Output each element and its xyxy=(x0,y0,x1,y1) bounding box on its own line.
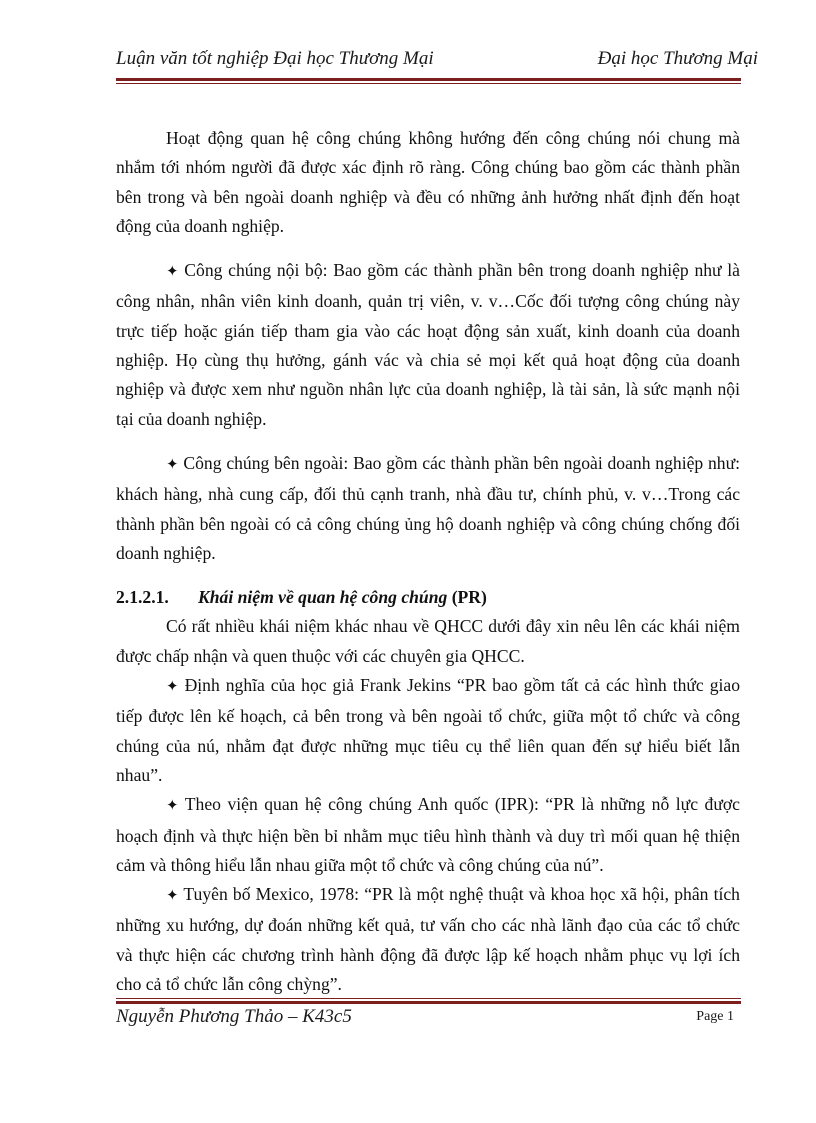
paragraph-external-public-text: Công chúng bên ngoài: Bao gồm các thành phần bên ngoài doanh nghiệp như: khách hàng, nhà cung cấp, đối thủ cạnh tranh, nhà đầu tư, chính phủ, v. v…Trong các thành phần bên ngoài có cả công chúng ủng hộ doanh nghiệp và công chúng chống đối doanh nghiệp. xyxy=(116,452,741,563)
four-point-star-icon: ✦ xyxy=(166,798,179,815)
paragraph-external-public xyxy=(116,449,740,568)
section-number: 2.1.2.1. xyxy=(116,587,169,608)
paragraph-definition-mexico-text: Tuyên bố Mexico, 1978: “PR là một nghệ thuật và khoa học xã hội, phân tích những xu hướng, dự đoán những kết quả, tư vấn cho các nhà lãnh đạo của các tổ chức và thực hiện các chương trình hành động đã được lập kế hoạch nhằm phục vụ lợi ích cho cả tổ chức lẫn công chỳng”. xyxy=(116,884,740,995)
four-point-star-icon: ✦ xyxy=(166,888,179,905)
footer-rule xyxy=(116,996,741,1004)
section-title: Khái niệm về quan hệ công chúng xyxy=(198,587,448,608)
paragraph-internal-public-text: Công chúng nội bộ: Bao gồm các thành phần bên trong doanh nghiệp như là công nhân, nhân viên kinh doanh, quản trị viên, v. v…Cốc đối tượng công chúng này trực tiếp hoặc gián tiếp tham gia vào các hoạt động sản xuất, kinh doanh của doanh nghiệp. Họ cùng thụ hưởng, gánh vác và chia sẻ mọi kết quả hoạt động của doanh nghiệp và được xem như nguồn nhân lực của doanh nghiệp, là tài sản, là sức mạnh nội tại của doanh nghiệp. xyxy=(116,260,740,429)
page-header xyxy=(116,46,758,76)
footer-page-number: Page 1 xyxy=(696,1009,734,1024)
section-heading xyxy=(116,583,740,612)
paragraph-internal-public xyxy=(116,256,740,434)
section-title-suffix: (PR) xyxy=(447,587,487,608)
paragraph-definition-ipr-text: Theo viện quan hệ công chúng Anh quốc (IPR): “PR là những nỗ lực được hoạch định và thực hiện bền bỉ nhằm mục tiêu hình thành và duy trì mối quan hệ thiện cảm và thông hiểu lẫn nhau giữa một tổ chức và công chúng của nú”. xyxy=(116,794,740,875)
four-point-star-icon: ✦ xyxy=(166,679,179,696)
paragraph-definitions-intro: Có rất nhiều khái niệm khác nhau về QHCC dưới đây xin nêu lên các khái niệm được chấp nhận và quen thuộc với các chuyên gia QHCC. xyxy=(116,616,740,666)
four-point-star-icon: ✦ xyxy=(166,456,179,473)
paragraph-definition-ipr xyxy=(116,790,740,880)
paragraph-definition-jekins-text: Định nghĩa của học giả Frank Jekins “PR bao gồm tất cả các hình thức giao tiếp được lên kế hoạch, cả bên trong và bên ngoài tổ chức, giữa một tổ chức và công chúng của nú, nhằm đạt được những mục tiêu cụ thể liên quan đến sự hiểu biết lẫn nhau”. xyxy=(116,675,740,785)
paragraph-definition-jekins xyxy=(116,671,740,790)
page-body xyxy=(116,124,740,999)
paragraph-definition-mexico xyxy=(116,880,740,999)
header-university: Đại học Thương Mại xyxy=(597,48,758,69)
four-point-star-icon: ✦ xyxy=(166,264,179,281)
header-document-title: Luận văn tốt nghiệp Đại học Thương Mại xyxy=(116,48,434,69)
header-rule xyxy=(116,78,741,84)
footer-author: Nguyễn Phương Thảo – K43c5 xyxy=(116,1006,352,1027)
paragraph-public-overview: Hoạt động quan hệ công chúng không hướng đến công chúng nói chung mà nhắm tới nhóm người đã được xác định rõ ràng. Công chúng bao gồm các thành phần bên trong và bên ngoài doanh nghiệp và đều có những ảnh hưởng nhất định đến hoạt động của doanh nghiệp. xyxy=(116,128,740,236)
